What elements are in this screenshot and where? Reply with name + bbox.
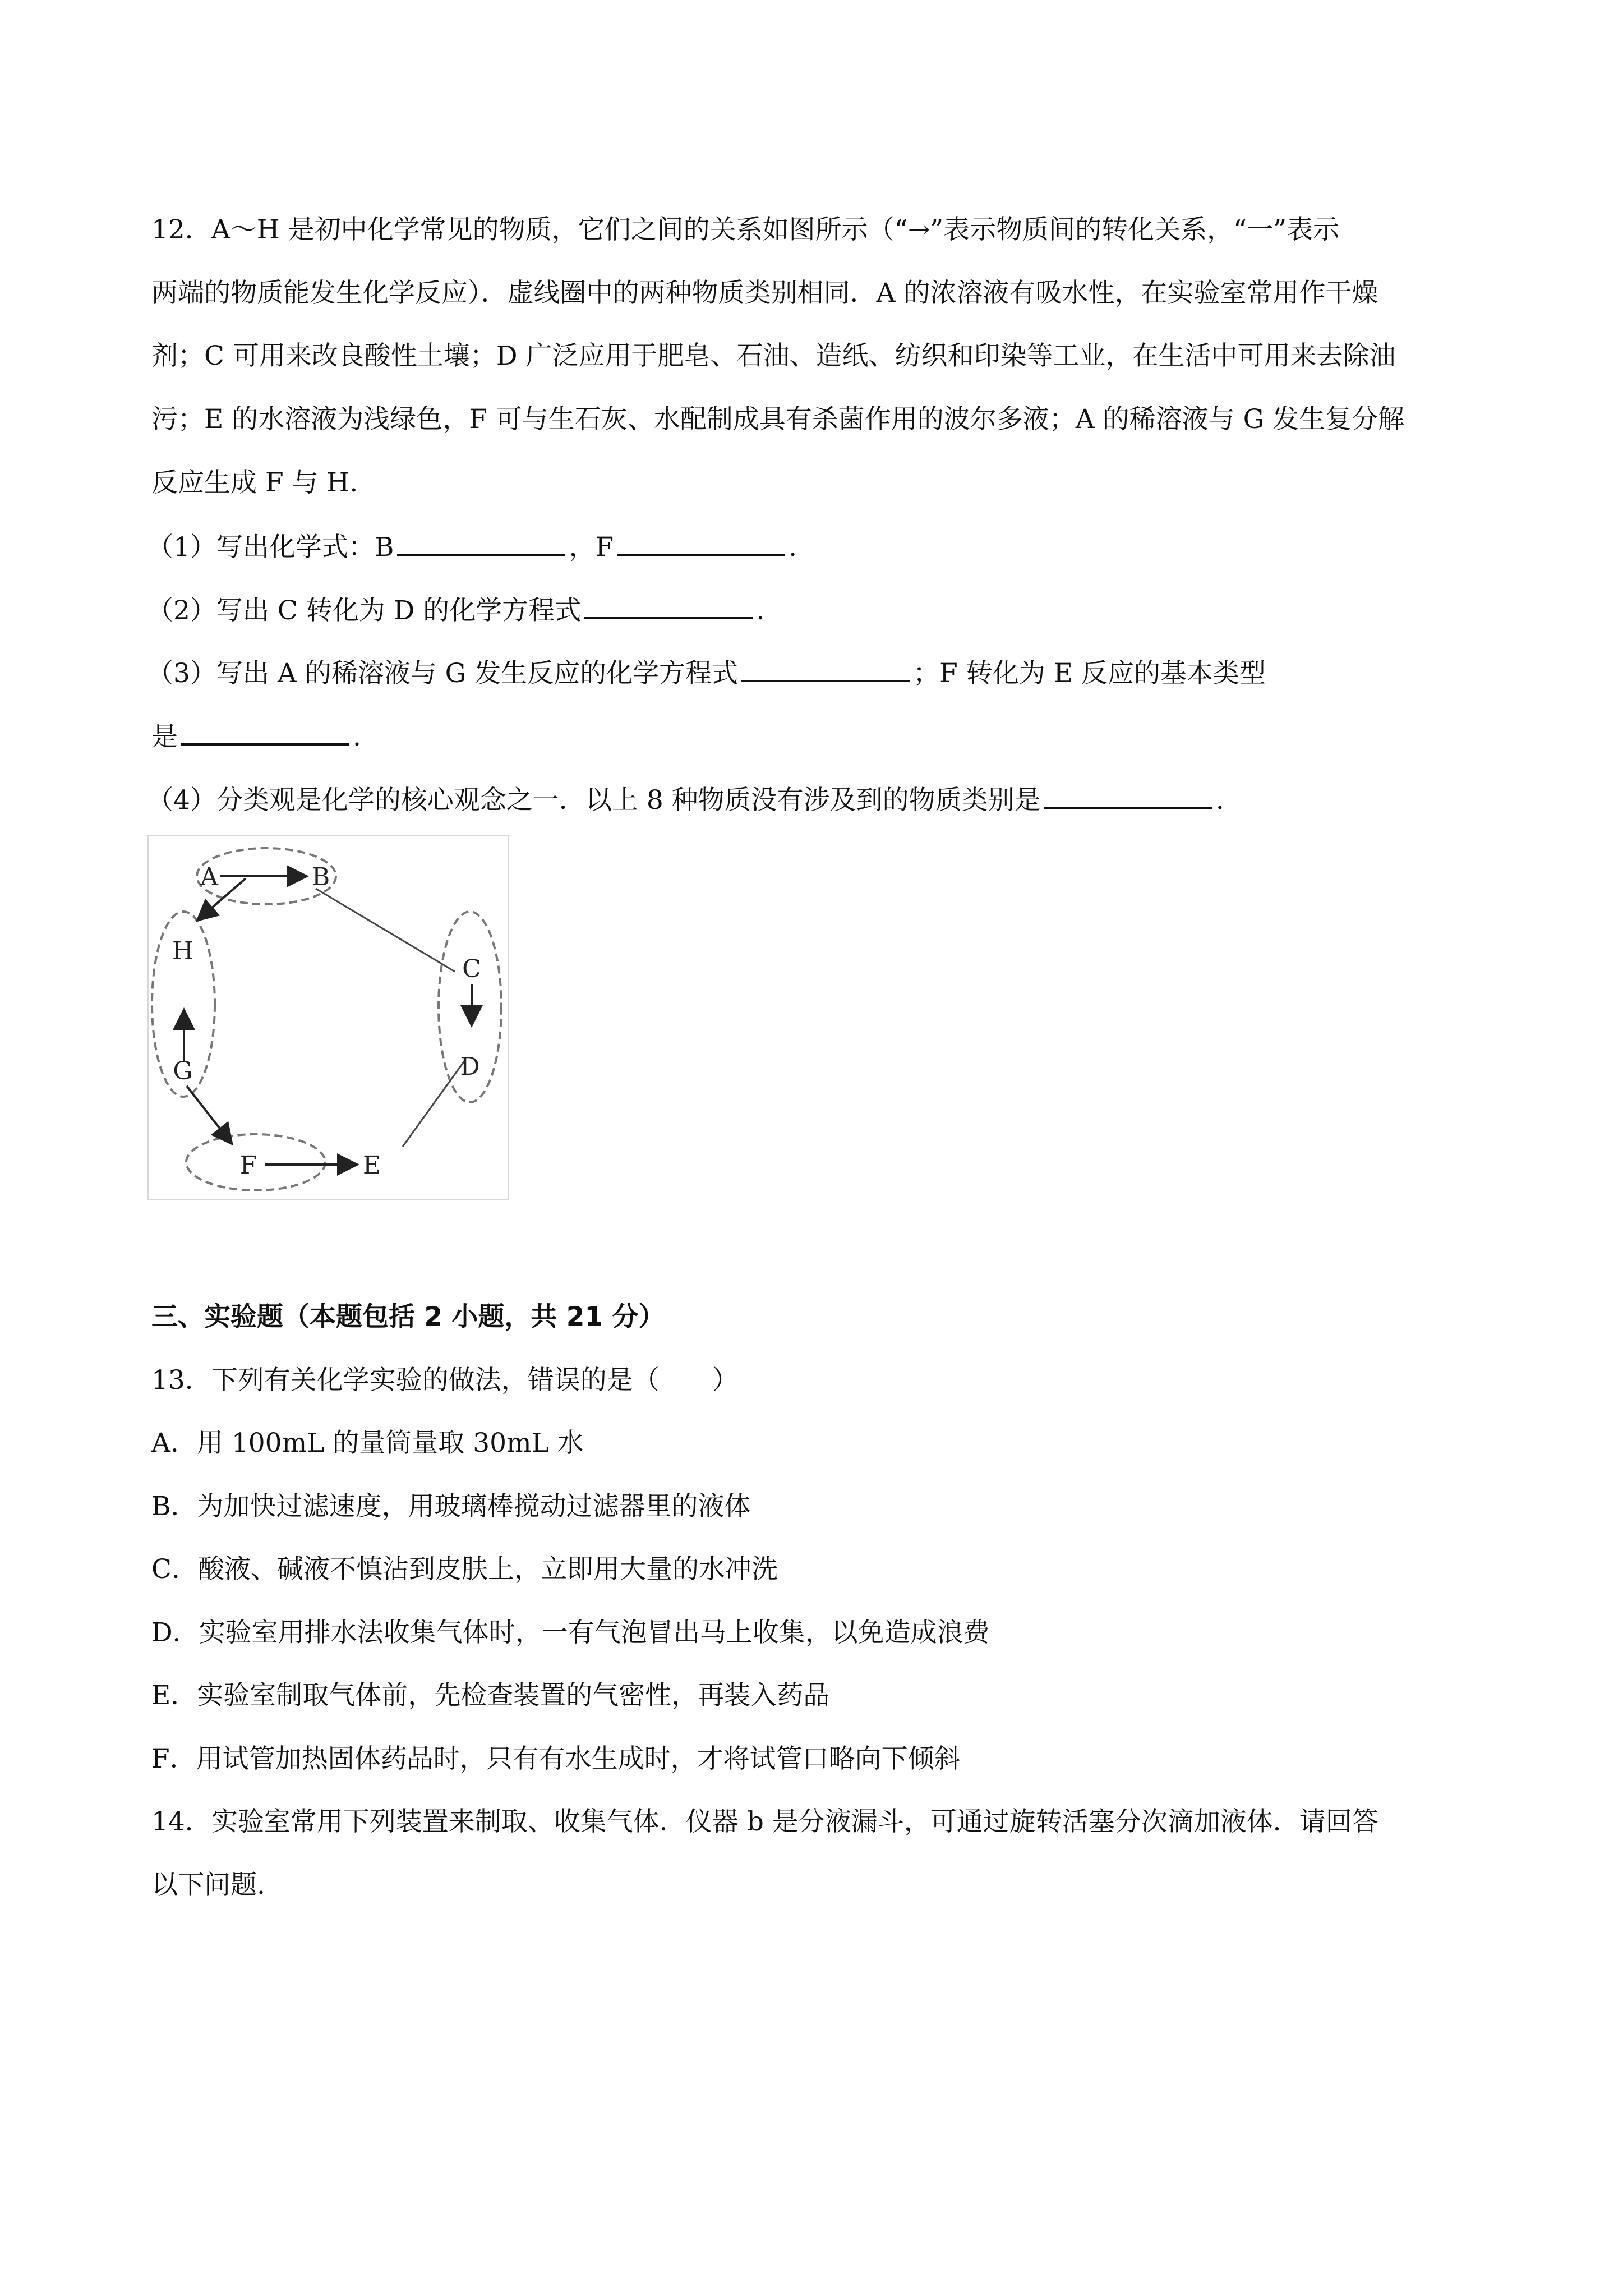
node-h: H (172, 937, 194, 965)
q12-sub1-end: . (789, 532, 797, 563)
q12-sub3-line2-prefix: 是 (151, 721, 178, 752)
q13-option-c: C．酸液、碱液不慎沾到皮肤上，立即用大量的水冲洗 (151, 1554, 778, 1585)
q13-option-a: A．用 100mL 的量筒量取 30mL 水 (151, 1428, 584, 1458)
q13-option-f: F．用试管加热固体药品时，只有有水生成时，才将试管口略向下倾斜 (151, 1743, 961, 1774)
q12-line-5: 反应生成 F 与 H. (151, 467, 358, 498)
q12-sub2 (147, 592, 764, 628)
answer-blank-a-g-equation[interactable] (741, 655, 910, 682)
q12-sub4-prefix: （4）分类观是化学的核心观念之一．以上 8 种物质没有涉及到的物质类别是 (147, 785, 1041, 816)
q12-line-1: 12．A～H 是初中化学常见的物质，它们之间的关系如图所示（“→”表示物质间的转化关系，“一”表示 (151, 214, 1340, 245)
q12-sub2-end: . (756, 595, 765, 626)
q12-sub3-prefix: （3）写出 A 的稀溶液与 G 发生反应的化学方程式 (147, 658, 739, 689)
q13-option-d: D．实验室用排水法收集气体时，一有气泡冒出马上收集，以免造成浪费 (151, 1617, 990, 1648)
q12-line-2: 两端的物质能发生化学反应）．虚线圈中的两种物质类别相同．A 的浓溶液有吸水性，在实验室常用作干燥 (151, 278, 1378, 309)
answer-blank-f[interactable] (617, 529, 785, 556)
q12-sub1-prefix: （1）写出化学式：B (147, 532, 394, 563)
q13-stem: 13．下列有关化学实验的做法，错误的是（ ） (151, 1365, 739, 1396)
q12-sub3 (147, 655, 1266, 691)
node-g: G (173, 1057, 193, 1085)
node-a: A (200, 863, 218, 891)
q12-sub3-mid: ；F 转化为 E 反应的基本类型 (913, 658, 1266, 689)
q12-sub2-prefix: （2）写出 C 转化为 D 的化学方程式 (147, 595, 582, 626)
answer-blank-category[interactable] (1044, 782, 1212, 809)
node-e: E (362, 1151, 381, 1180)
q12-sub4-end: . (1215, 785, 1224, 816)
node-c: C (462, 955, 481, 983)
q12-sub1 (147, 529, 797, 564)
q13-option-e: E．实验室制取气体前，先检查装置的气密性，再装入药品 (151, 1680, 830, 1711)
q12-line-4: 污；E 的水溶液为浅绿色，F 可与生石灰、水配制成具有杀菌作用的波尔多液；A 的稀溶液与 G 发生复分解 (151, 404, 1405, 435)
q12-sub3-line2 (151, 719, 361, 754)
q12-sub1-mid: ，F (569, 532, 614, 563)
q13-option-b: B．为加快过滤速度，用玻璃棒搅动过滤器里的液体 (151, 1491, 751, 1522)
node-f: F (239, 1151, 257, 1180)
q12-sub4 (147, 782, 1224, 817)
answer-blank-b[interactable] (397, 529, 565, 556)
q12-line-3: 剂；C 可用来改良酸性土壤；D 广泛应用于肥皂、石油、造纸、纺织和印染等工业，在生活中可用来去除油 (151, 341, 1396, 371)
node-d: D (460, 1052, 480, 1081)
answer-blank-reaction-type[interactable] (181, 719, 349, 746)
section-3-title: 三、实验题（本题包括 2 小题，共 21 分） (151, 1301, 665, 1332)
answer-blank-c-to-d[interactable] (584, 592, 753, 619)
q12-sub3-line2-end: . (353, 721, 361, 752)
q14-line-2: 以下问题. (151, 1870, 265, 1901)
substance-relationship-diagram (147, 835, 509, 1200)
q14-line-1: 14．实验室常用下列装置来制取、收集气体．仪器 b 是分液漏斗，可通过旋转活塞分次滴加液体．请回答 (151, 1806, 1378, 1837)
node-b: B (311, 863, 330, 891)
